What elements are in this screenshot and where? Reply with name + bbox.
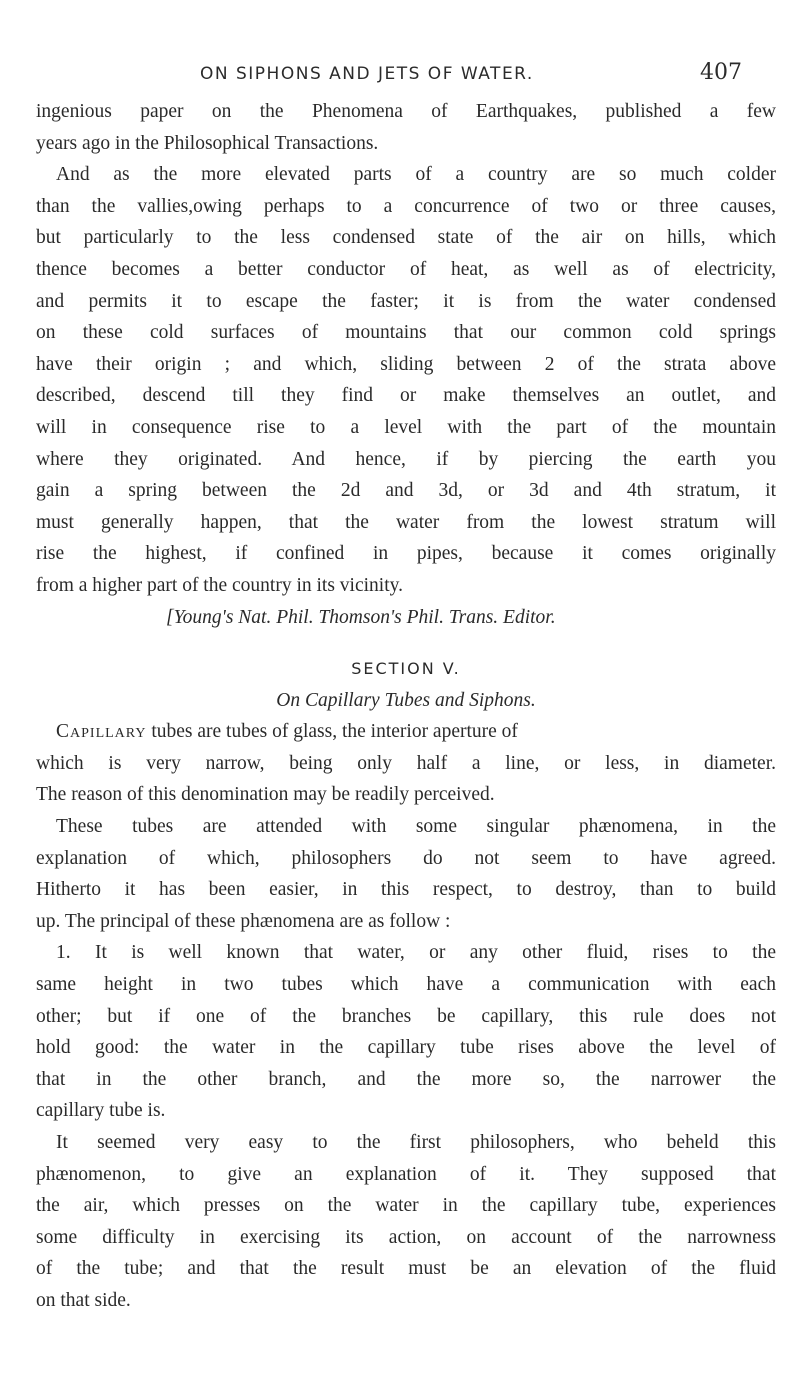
citation-reference: [Young's Nat. Phil. Thomson's Phil. Trans. Editor.	[166, 606, 556, 628]
text-line: And as the more elevated parts of a country are so much colder	[56, 164, 776, 186]
text-line: The reason of this denomination may be readily perceived.	[36, 784, 495, 806]
text-line	[36, 716, 776, 748]
body-text	[36, 96, 776, 1317]
lead-word: Capillary	[56, 721, 147, 743]
text-line: which is very narrow, being only half a line, or less, in diameter.	[36, 752, 776, 774]
text-line: described, descend till they find or make themselves an outlet, and	[36, 385, 776, 407]
text-line: than the vallies,owing perhaps to a concurrence of two or three causes,	[36, 195, 776, 217]
paragraph-continued	[36, 96, 776, 159]
page-number: 407	[700, 60, 742, 85]
text-line: but particularly to the less condensed state of the air on hills, which	[36, 227, 776, 249]
text-line: must generally happen, that the water from the lowest stratum will	[36, 511, 776, 533]
text-line: phænomenon, to give an explanation of it. They supposed that	[36, 1163, 776, 1185]
text-line: where they originated. And hence, if by piercing the earth you	[36, 448, 776, 470]
text-line: from a higher part of the country in its vicinity.	[36, 574, 403, 596]
paragraph-numbered-1	[36, 937, 776, 1127]
paragraph-capillary-definition	[36, 716, 776, 811]
text-line: These tubes are attended with some singular phænomena, in the	[56, 816, 776, 838]
paragraph-phaenomena	[36, 811, 776, 937]
text-line: on these cold surfaces of mountains that our common cold springs	[36, 322, 776, 344]
text-line: explanation of which, philosophers do not seem to have agreed.	[36, 847, 776, 869]
text-line: that in the other branch, and the more so, the narrower the	[36, 1068, 776, 1090]
text-line: years ago in the Philosophical Transactions.	[36, 132, 379, 154]
text-line: thence becomes a better conductor of heat, as well as of electricity,	[36, 258, 776, 280]
text-line: hold good: the water in the capillary tube rises above the level of	[36, 1037, 776, 1059]
text-line: 1. It is well known that water, or any other fluid, rises to the	[56, 942, 776, 964]
paragraph-springs	[36, 159, 776, 601]
text-line: rise the highest, if confined in pipes, because it comes originally	[36, 543, 776, 565]
text-line: ingenious paper on the Phenomena of Earthquakes, published a few	[36, 101, 776, 122]
text-line: of the tube; and that the result must be an elevation of the fluid	[36, 1258, 776, 1280]
paragraph-explanation	[36, 1127, 776, 1317]
text-line: other; but if one of the branches be capillary, this rule does not	[36, 1005, 776, 1027]
text-line: It seemed very easy to the first philosophers, who beheld this	[56, 1132, 776, 1153]
text-line: same height in two tubes which have a communication with each	[36, 974, 776, 996]
text-line: will in consequence rise to a level with the part of the mountain	[36, 416, 776, 438]
section-subtitle: On Capillary Tubes and Siphons.	[276, 689, 536, 711]
text-line: capillary tube is.	[36, 1100, 166, 1122]
text-line: have their origin ; and which, sliding between 2 of the strata above	[36, 353, 776, 375]
text-line: gain a spring between the 2d and 3d, or 3d and 4th stratum, it	[36, 480, 776, 502]
text-line: the air, which presses on the water in the capillary tube, experiences	[36, 1195, 776, 1217]
text-line: Hitherto it has been easier, in this respect, to destroy, than to build	[36, 879, 776, 901]
text-line: and permits it to escape the faster; it is from the water condensed	[36, 290, 776, 312]
text-fragment: tubes are tubes of glass, the interior aperture of	[146, 721, 518, 743]
section-heading: SECTION V.	[351, 659, 461, 679]
text-line: on that side.	[36, 1289, 131, 1311]
text-line: up. The principal of these phænomena are as follow :	[36, 910, 451, 932]
running-head: ON SIPHONS AND JETS OF WATER.	[200, 64, 534, 84]
text-line: some difficulty in exercising its action, on account of the narrowness	[36, 1226, 776, 1248]
